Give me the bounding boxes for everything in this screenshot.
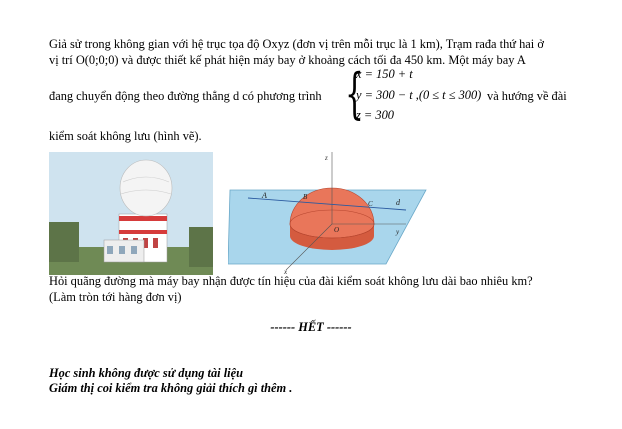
label-B: B [303,193,308,201]
equation-y: y = 300 − t ,(0 ≤ t ≤ 300) [356,88,482,102]
equation-system [345,62,495,125]
brace-icon: { [345,62,364,125]
equation-z: z = 300 [356,108,394,122]
problem-line-3-left: đang chuyển động theo đường thẳng d có phương trình [49,89,322,103]
problem-line-4: kiểm soát không lưu (hình vẽ). [49,129,202,143]
note-line-2: Giám thị coi kiểm tra không giải thích gì thêm . [49,381,293,395]
problem-line-3-right: và hướng về đài [487,89,567,103]
problem-line-2: vị trí O(0;0;0) và được thiết kế phát hiện máy bay ở khoảng cách tối đa 450 km. Một máy bay A [49,53,526,67]
label-O: O [334,226,340,234]
question-line-2: (Làm tròn tới hàng đơn vị) [49,290,182,304]
question-line-1: Hỏi quãng đường mà máy bay nhận được tín hiệu của đài kiểm soát không lưu dài bao nhiêu km? [49,274,533,288]
radar-3d-figure [228,152,428,276]
note-line-1: Học sinh không được sử dụng tài liệu [49,366,243,380]
end-marker: ------ HẾT ------ [270,320,352,334]
label-C: C [368,200,373,208]
label-z: z [325,154,328,162]
equation-x: x = 150 + t [356,67,413,81]
label-d: d [396,198,400,207]
label-x: x [284,268,288,276]
label-A: A [262,191,267,200]
problem-line-1: Giả sử trong không gian với hệ trục tọa độ Oxyz (đơn vị trên mỗi trục là 1 km), Trạm rađa thứ hai ở [49,37,544,51]
label-y: y [396,228,400,236]
radar-station-photo [49,152,213,275]
